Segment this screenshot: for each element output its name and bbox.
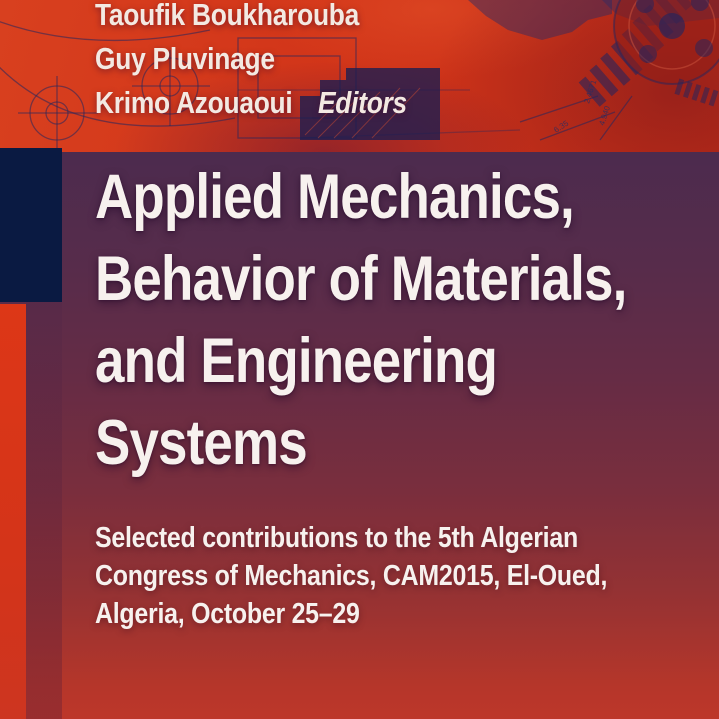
- subtitle-line: Selected contributions to the 5th Algerian: [95, 522, 578, 554]
- author-name: Taoufik Boukharouba: [95, 0, 360, 32]
- author-name-editors-line: [95, 81, 407, 125]
- title-line: Behavior of Materials,: [95, 244, 627, 314]
- comb-teeth: [674, 79, 718, 107]
- editors-label: Editors: [317, 85, 407, 120]
- left-shade-strip: [26, 300, 62, 719]
- book-subtitle: [95, 519, 607, 633]
- navy-accent-block: [0, 148, 62, 302]
- dimension-label: 4.940: [597, 104, 613, 127]
- subtitle-line: Congress of Mechanics, CAM2015, El-Oued,: [95, 560, 608, 592]
- author-name: Guy Pluvinage: [95, 41, 275, 76]
- author-name: Krimo Azouaoui: [95, 85, 293, 120]
- author-block: [95, 0, 407, 125]
- title-line: Systems: [95, 408, 307, 478]
- title-line: Applied Mechanics,: [95, 162, 574, 232]
- title-line: and Engineering: [95, 326, 497, 396]
- subtitle-line: Algeria, October 25–29: [95, 598, 360, 630]
- dimension-label: 2.4671: [582, 78, 599, 105]
- machinery-silhouette: [468, 0, 612, 40]
- dimension-label: 6.35: [552, 118, 571, 135]
- gear-disk: [614, 0, 719, 84]
- cover-art-band: [0, 0, 719, 152]
- book-title: [95, 156, 626, 484]
- left-red-bar: [0, 304, 26, 719]
